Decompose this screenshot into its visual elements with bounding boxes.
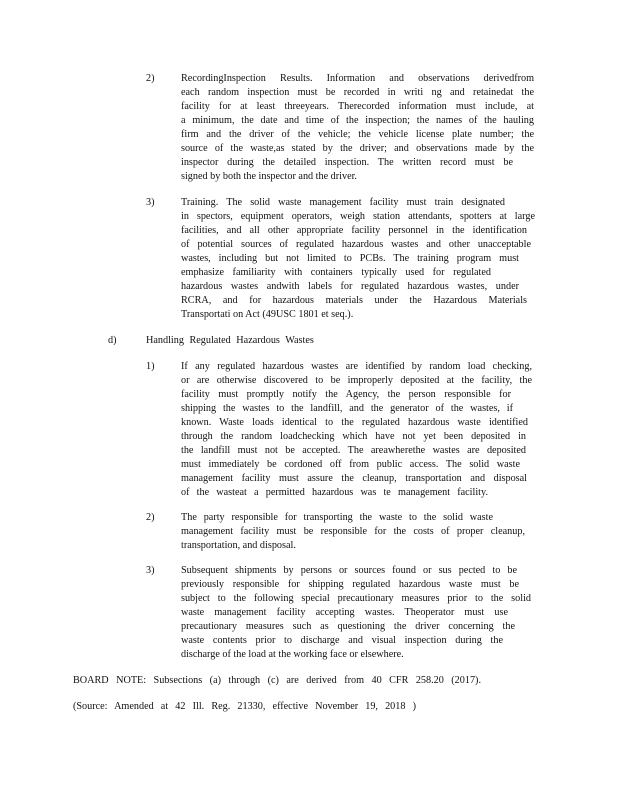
item-3-number: 3)	[146, 197, 155, 208]
d-item-1-line: known. Waste loads identical to the regulated hazardous waste identified	[181, 417, 528, 428]
item-2-line: facility for at least threeyears. Therecorded information must include, at	[181, 101, 534, 112]
item-2-line: signed by both the inspector and the driver.	[181, 171, 357, 182]
d-item-3-line: waste management facility accepting wastes. Theoperator must use	[181, 607, 508, 618]
source-note: (Source: Amended at 42 Ill. Reg. 21330, effective November 19, 2018 )	[73, 701, 416, 712]
item-3-line: Training. The solid waste management facility must train designated	[181, 197, 505, 208]
d-item-1-line: management facility must assure the cleanup, transportation and disposal	[181, 473, 527, 484]
item-3-line: hazardous wastes andwith labels for regulated hazardous wastes, under	[181, 281, 519, 292]
d-item-1-line: If any regulated hazardous wastes are identified by random load checking,	[181, 361, 532, 372]
item-2-line: firm and the driver of the vehicle; the vehicle license plate number; the	[181, 129, 534, 140]
d-item-1-line: of the wasteat a permitted hazardous was te management facility.	[181, 487, 488, 498]
board-note: BOARD NOTE: Subsections (a) through (c) are derived from 40 CFR 258.20 (2017).	[73, 675, 481, 686]
item-3-line: RCRA, and for hazardous materials under the Hazardous Materials	[181, 295, 527, 306]
item-3-line: emphasize familiarity with containers typically used for regulated	[181, 267, 491, 278]
d-item-3-line: previously responsible for shipping regulated hazardous waste must be	[181, 579, 519, 590]
d-item-1-line: shipping the wastes to the landfill, and the generator of the wastes, if	[181, 403, 513, 414]
item-3-line: wastes, including but not limited to PCBs. The training program must	[181, 253, 519, 264]
d-item-1-line: the landfill must not be accepted. The areawherethe wastes are deposited	[181, 445, 526, 456]
d-item-1-line: facility must promptly notify the Agency, the person responsible for	[181, 389, 511, 400]
item-2-line: RecordingInspection Results. Information and observations derivedfrom	[181, 73, 534, 84]
d-item-3-number: 3)	[146, 565, 155, 576]
item-3-line: facilities, and all other appropriate facility personnel in the identification	[181, 225, 527, 236]
item-2-line: inspector during the detailed inspection. The written record must be	[181, 157, 513, 168]
d-item-3-line: subject to the following special precautionary measures prior to the solid	[181, 593, 531, 604]
item-2-line: source of the waste,as stated by the driver; and observations made by the	[181, 143, 534, 154]
d-item-3-line: precautionary measures such as questioning the driver concerning the	[181, 621, 515, 632]
item-2-line: a minimum, the date and time of the inspection; the names of the hauling	[181, 115, 534, 126]
d-item-2-line: management facility must be responsible for the costs of proper cleanup,	[181, 526, 525, 537]
d-item-2-line: The party responsible for transporting the waste to the solid waste	[181, 512, 493, 523]
d-item-3-line: Subsequent shipments by persons or sources found or sus pected to be	[181, 565, 517, 576]
section-d-heading: Handling Regulated Hazardous Wastes	[146, 335, 314, 346]
item-3-line: in spectors, equipment operators, weigh station attendants, spotters at large	[181, 211, 535, 222]
d-item-1-line: must immediately be cordoned off from public access. The solid waste	[181, 459, 520, 470]
item-2-line: each random inspection must be recorded in writi ng and retainedat the	[181, 87, 534, 98]
d-item-3-line: discharge of the load at the working face or elsewhere.	[181, 649, 404, 660]
d-item-1-line: or are otherwise discovered to be improperly deposited at the facility, the	[181, 375, 532, 386]
item-2-number: 2)	[146, 73, 155, 84]
item-3-line: of potential sources of regulated hazardous wastes and other unacceptable	[181, 239, 531, 250]
d-item-1-line: through the random loadchecking which have not yet been deposited in	[181, 431, 526, 442]
d-item-2-number: 2)	[146, 512, 155, 523]
d-item-3-line: waste contents prior to discharge and visual inspection during the	[181, 635, 503, 646]
d-item-2-line: transportation, and disposal.	[181, 540, 296, 551]
d-item-1-number: 1)	[146, 361, 155, 372]
section-d-number: d)	[108, 335, 117, 346]
item-3-line: Transportati on Act (49USC 1801 et seq.).	[181, 309, 354, 320]
